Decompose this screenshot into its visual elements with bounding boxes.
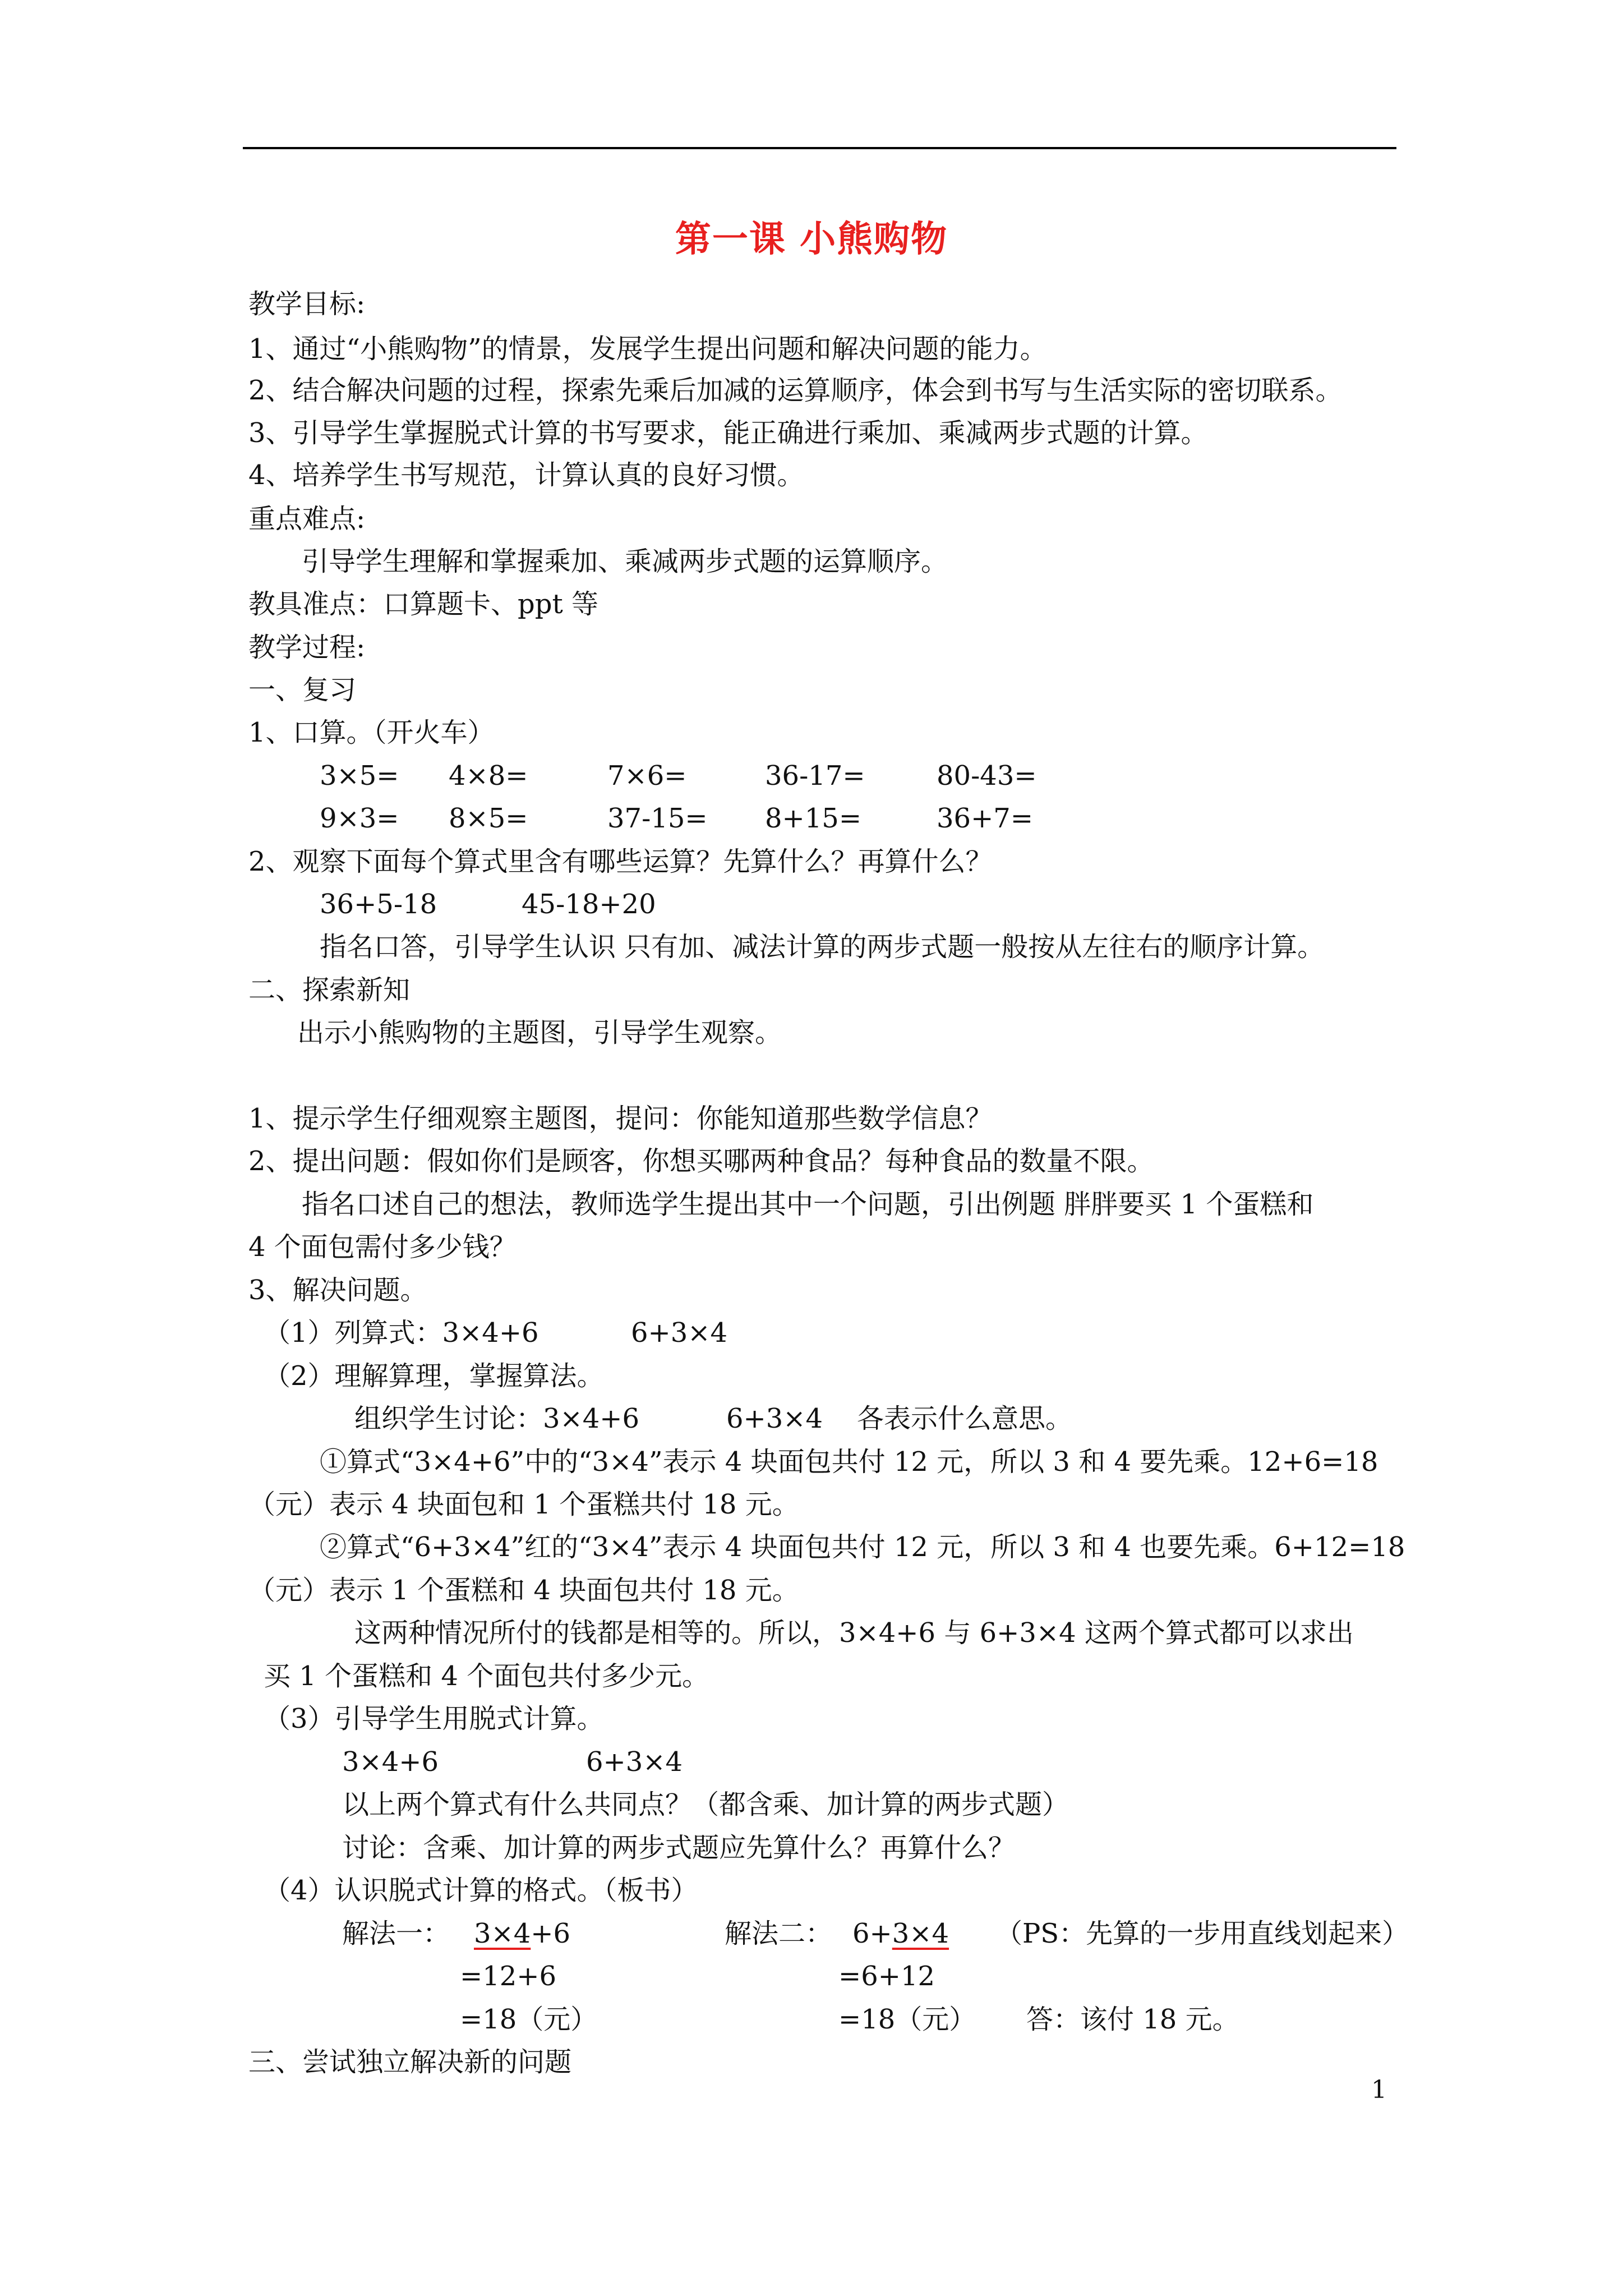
- step2-para: （元）表示 4 块面包和 1 个蛋糕共付 18 元。: [248, 1489, 799, 1520]
- oral-item: 8×5=: [449, 803, 528, 834]
- oral-item: 80-43=: [937, 760, 1037, 792]
- step2-label: （2）理解算理，掌握算法。: [264, 1360, 604, 1392]
- goal-item: 3、引导学生掌握脱式计算的书写要求，能正确进行乘加、乘减两步式题的计算。: [248, 417, 1208, 449]
- step3-question: 讨论：含乘、加计算的两步式题应先算什么？再算什么？: [342, 1832, 1016, 1864]
- key-text: 引导学生理解和掌握乘加、乘减两步式题的运算顺序。: [302, 546, 948, 577]
- step2-para: ①算式“3×4+6”中的“3×4”表示 4 块面包共付 12 元，所以 3 和 4 要先乘。12+6=18: [320, 1446, 1378, 1478]
- observe-note: 指名口答，引导学生认识 只有加、减法计算的两步式题一般按从左往右的顺序计算。: [320, 931, 1325, 963]
- goal-item: 4、培养学生书写规范，计算认真的良好习惯。: [248, 459, 804, 491]
- oral-item: 36-17=: [765, 760, 865, 792]
- step3-expr: 6+3×4: [586, 1746, 683, 1778]
- method2-step: =18（元）: [838, 2004, 976, 2035]
- oral-item: 37-15=: [607, 803, 708, 834]
- page-number: 1: [1371, 2076, 1387, 2104]
- observe-question: 2、观察下面每个算式里含有哪些运算？先算什么？再算什么？: [248, 846, 993, 877]
- oral-item: 8+15=: [765, 803, 862, 834]
- step1-expr: 6+3×4: [631, 1317, 728, 1349]
- oral-item: 7×6=: [607, 760, 687, 792]
- method2-expr: 6+3×4: [852, 1918, 949, 1949]
- explore-intro: 出示小熊购物的主题图，引导学生观察。: [297, 1017, 782, 1048]
- goal-item: 1、通过“小熊购物”的情景，发展学生提出问题和解决问题的能力。: [248, 333, 1047, 365]
- goals-heading: 教学目标:: [248, 288, 366, 320]
- step1-label: （1）列算式：3×4+6: [264, 1317, 539, 1349]
- process-heading: 教学过程:: [248, 632, 366, 663]
- underlined-first-step: 3×4: [892, 1918, 949, 1949]
- step3-question: 以上两个算式有什么共同点？（都含乘、加计算的两步式题）: [342, 1789, 1069, 1820]
- explore-item: 1、提示学生仔细观察主题图，提问：你能知道那些数学信息？: [248, 1103, 993, 1134]
- explore-note: 4 个面包需付多少钱？: [248, 1231, 517, 1263]
- step2-para: （元）表示 1 个蛋糕和 4 块面包共付 18 元。: [248, 1575, 799, 1606]
- try-heading: 三、尝试独立解决新的问题: [248, 2046, 572, 2078]
- oral-item: 3×5=: [320, 760, 399, 792]
- oral-item: 9×3=: [320, 803, 399, 834]
- explore-item: 2、提出问题：假如你们是顾客，你想买哪两种食品？每种食品的数量不限。: [248, 1145, 1154, 1177]
- method2-label: 解法二：: [725, 1918, 833, 1949]
- observe-expr: 36+5-18: [320, 889, 437, 920]
- key-heading: 重点难点:: [248, 503, 366, 535]
- solve-heading: 3、解决问题。: [248, 1274, 427, 1306]
- step2-para: ②算式“6+3×4”红的“3×4”表示 4 块面包共付 12 元，所以 3 和 4 也要先乘。6+12=18: [320, 1531, 1405, 1563]
- review-heading: 一、复习: [248, 674, 357, 706]
- step4-label: （4）认识脱式计算的格式。（板书）: [264, 1875, 698, 1906]
- oral-item: 4×8=: [449, 760, 528, 792]
- method2-step: =6+12: [838, 1961, 935, 1992]
- oral-heading: 1、口算。（开火车）: [248, 717, 495, 748]
- observe-expr: 45-18+20: [522, 889, 656, 920]
- ps-note: （PS：先算的一步用直线划起来）: [995, 1918, 1409, 1949]
- oral-item: 36+7=: [937, 803, 1034, 834]
- explore-note: 指名口述自己的想法，教师选学生提出其中一个问题，引出例题 胖胖要买 1 个蛋糕和: [302, 1189, 1314, 1220]
- method1-label: 解法一：: [342, 1918, 450, 1949]
- step2-conclusion: 这两种情况所付的钱都是相等的。所以，3×4+6 与 6+3×4 这两个算式都可以求出: [354, 1617, 1354, 1649]
- lesson-title: 第一课 小熊购物: [675, 218, 948, 260]
- method1-expr: 3×4+6: [474, 1918, 571, 1949]
- step3-expr: 3×4+6: [342, 1746, 439, 1778]
- step3-label: （3）引导学生用脱式计算。: [264, 1703, 604, 1734]
- goal-item: 2、结合解决问题的过程，探索先乘后加减的运算顺序，体会到书写与生活实际的密切联系。: [248, 375, 1343, 406]
- method1-step: =18（元）: [460, 2004, 598, 2035]
- header-rule: [243, 147, 1396, 149]
- explore-heading: 二、探索新知: [248, 974, 411, 1006]
- underlined-first-step: 3×4: [474, 1918, 531, 1949]
- tools-line: 教具准点：口算题卡、ppt 等: [248, 588, 599, 620]
- method1-step: =12+6: [460, 1961, 557, 1992]
- step2-discuss: 组织学生讨论：3×4+6: [354, 1403, 640, 1434]
- step2-conclusion: 买 1 个蛋糕和 4 个面包共付多少元。: [264, 1660, 709, 1692]
- step2-question: 各表示什么意思。: [857, 1403, 1073, 1434]
- step2-expr: 6+3×4: [726, 1403, 823, 1434]
- answer-line: 答：该付 18 元。: [1026, 2004, 1239, 2035]
